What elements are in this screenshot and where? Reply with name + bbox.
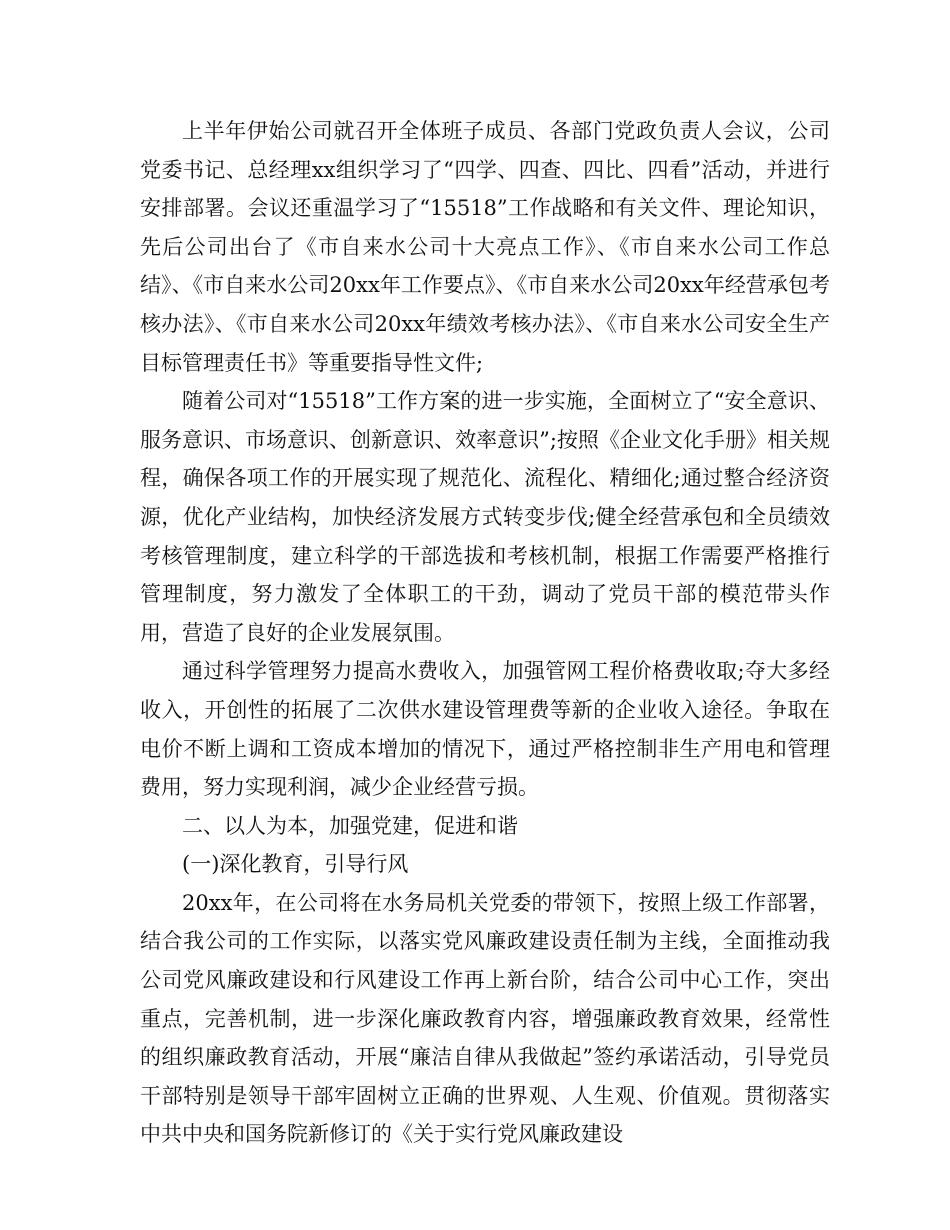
paragraph-party-building: 20xx年，在公司将在水务局机关党委的带领下，按照上级工作部署，结合我公司的工作实际，以落实党风廉政建设责任制为主线，全面推动我公司党风廉政建设和行风建设工作再上新台阶，结合公司中心工作，突出重点，完善机制，进一步深化廉政教育内容，增强廉政教育效果，经常性的组织廉政教育活动，开展“廉洁自律从我做起”签约承诺活动，引导党员干部特别是领导干部牢固树立正确的世界观、人生观、价值观。贯彻落实中共中央和国务院新修订的《关于实行党风廉政建设 xyxy=(140,890,830,1147)
paragraph-implementation: 随着公司对“15518”工作方案的进一步实施，全面树立了“安全意识、服务意识、市场意识、创新意识、效率意识”;按照《企业文化手册》相关规程，确保各项工作的开展实现了规范化、流程化、精细化;通过整合经济资源，优化产业结构，加快经济发展方式转变步伐;健全经营承包和全员绩效考核管理制度，建立科学的干部选拔和考核机制，根据工作需要严格推行管理制度，努力激发了全体职工的干劲，调动了党员干部的模范带头作用，营造了良好的企业发展氛围。 xyxy=(140,389,830,645)
document-body xyxy=(140,112,830,1154)
subsection-heading: (一)深化教育，引导行风 xyxy=(182,852,409,877)
paragraph-revenue: 通过科学管理努力提高水费收入，加强管网工程价格费收取;夺大多经收入，开创性的拓展了二次供水建设管理费等新的企业收入途径。争取在电价不断上调和工资成本增加的情况下，通过严格控制非生产用电和管理费用，努力实现利润，减少企业经营亏损。 xyxy=(140,659,830,800)
paragraph-meeting: 上半年伊始公司就召开全体班子成员、各部门党政负责人会议，公司党委书记、总经理xx组织学习了“四学、四查、四比、四看”活动，并进行安排部署。会议还重温学习了“15518”工作战略和有关文件、理论知识，先后公司出台了《市自来水公司十大亮点工作》、《市自来水公司工作总结》、《市自来水公司20xx年工作要点》、《市自来水公司20xx年经营承包考核办法》、《市自来水公司20xx年绩效考核办法》、《市自来水公司安全生产目标管理责任书》等重要指导性文件; xyxy=(140,119,830,375)
section-heading: 二、以人为本，加强党建，促进和谐 xyxy=(182,813,518,838)
